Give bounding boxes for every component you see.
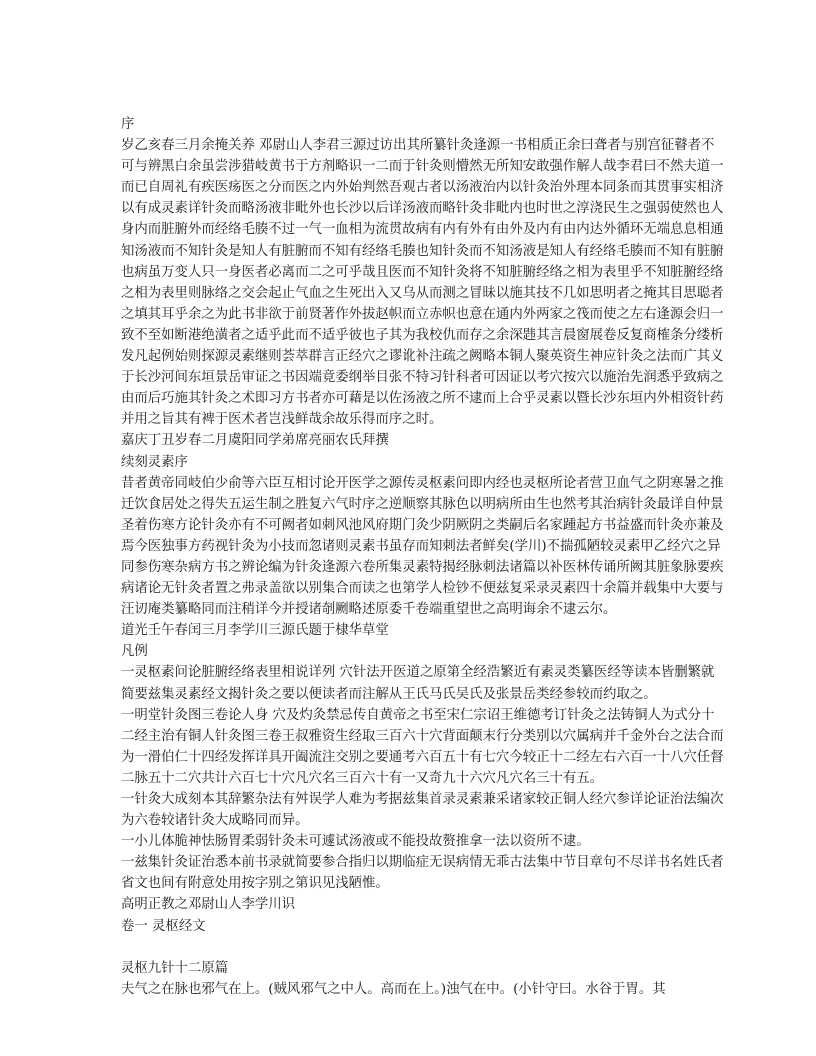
convention-item-3: 一针灸大成刻本其辞繁杂法有舛误学人难为考据兹集首录灵素兼采诸家较正铜人经穴参详论证治法编次为六卷较诸针灸大成略同而异。 (121, 792, 724, 829)
convention-item-4: 一小儿体脆神怯肠胃柔弱针灸未可遽试汤液或不能投故赘推拿一法以资所不逮。 (121, 834, 590, 850)
second-preface-heading: 续刻灵素序 (121, 454, 188, 470)
chapter-heading: 灵枢九针十二原篇 (121, 960, 229, 976)
convention-item-5: 一兹集针灸证治悉本前书录就简要参合指归以期临症无误病情无乖古法集中节目章句不尽详书名姓氏者省文也间有附意处用按字别之第识见浅陋惟。 (121, 855, 724, 892)
convention-item-1: 一灵枢素问论脏腑经络表里相说详列 穴针法开医道之原第全经浩繁近有素灵类纂医经等读本皆删繁就简要兹集灵素经文揭针灸之要以便读者而注解从王氏马氏吴氏及张景岳类经参较而约取之。 (121, 665, 715, 702)
preface-body: 岁乙亥春三月余掩关养 邓尉山人李君三源过访出其所纂针灸逢源一书相质正余曰聋者与别宫征瞽者不可与辨黑白余虽尝涉猎岐黄书于方剂略识一二而于针灸则懵然无所知安敢强作解人哉李君曰不然夫道一而已自周礼有疾医疡医之分而医之内外始判然吾观古者以汤液治内以针灸治外理本同条而其贯事实相济以有成灵素详针灸而略汤液非毗外也长沙以后详汤液而略针灸非毗内也时世之淳浇民生之强弱使然也人身内而脏腑外而经络毛腠不过一气一血相为流贯故病有内有外有由外及内有由内达外循环无端息息相通知汤液而不知针灸是知人有脏腑而不知有经络毛腠也知针灸而不知汤液是知人有经络毛腠而不知有脏腑也病虽万变人只一身医者必离而二之可乎哉且医而不知针灸将不知脏腑经络之相为表里乎不知脏腑经络之相为表里则脉络之交会起止气血之生死出入又乌从而测之冒昧以施其技不几如思明者之掩其目思聪者之填其耳乎余之为此书非欲于前贤著作外拔赵帜而立赤帜也意在通内外两家之筏而使之左右逢源会归一致不至如断港绝潢者之适乎此而不适乎彼也子其为我校仇而存之余深韪其言晨窗展卷反复商榷条分缕析发凡起例始则探源灵素继则荟萃群言正经穴之谬讹补注疏之阙略本铜人聚英资生神应针灸之法而广其义于长沙河间东垣景岳审证之书因端竟委纲举目张不特习针科者可因证以考穴按穴以施治先润悉乎致病之由而后巧施其针灸之术即习方书者亦可藉是以佐汤液之所不逮而上合乎灵素以暨长沙东垣内外相资针药并用之旨其有裨于医术者岂浅鲜哉余故乐得而序之时。 (121, 138, 724, 428)
blank-line (121, 937, 724, 958)
second-preface-signature: 道光壬午春闰三月李学川三源氏题于棣华草堂 (121, 623, 389, 639)
preface-signature: 嘉庆丁丑岁春二月虞阳同学弟席亮丽农氏拜撰 (121, 433, 389, 449)
second-preface-body: 昔者黄帝同岐伯少俞等六臣互相讨论开医学之源传灵枢素问即内经也灵枢所论者营卫血气之阴寒暑之推迁饮食居处之得失五运生制之胜复六气时序之逆顺察其脉色以明病所由生也然考其治病针灸最详自仲景圣着伤寒方论针灸亦有不可阙者如刺风池风府期门灸少阴厥阴之类嗣后名家踵起方书益盛而针灸亦兼及焉今医独事方药视针灸为小技而忽诸则灵素书虽存而知刺法者鲜矣(学川)不揣孤陋较灵素甲乙经穴之异同参伤寒杂病方书之辨论编为针灸逢源六卷所集灵素特揭经脉刺法诸篇以补医林传诵所阙其脏象脉要疾病诸论无针灸者置之弗录盖欲以别集合而读之也第学人检钞不便兹复采录灵素四十余篇并载集中大要与汪讱庵类纂略同而注稍详今并授诸剞劂略述原委千卷端重望世之高明诲余不逮云尔。 (121, 475, 724, 618)
text-column (121, 114, 724, 1000)
conventions-signature: 高明正教之邓尉山人李学川识 (121, 897, 296, 913)
conventions-heading: 凡例 (121, 644, 148, 660)
volume-heading: 卷一 灵枢经文 (121, 918, 206, 934)
chapter-body: 夫气之在脉也邪气在上。(贼风邪气之中人。高而在上。)浊气在中。(小针守曰。水谷于胃。其 (121, 981, 666, 997)
preface-heading: 序 (121, 117, 135, 132)
convention-item-2: 一明堂针灸图三卷论人身 穴及灼灸禁忌传自黄帝之书至宋仁宗诏王维德考订针灸之法铸铜人为式分十二经主治有铜人针灸图三卷王叔雅资生经取三百六十穴背面颠末行分类别以穴属病并千金外台之法合而为一滑伯仁十四经发挥详具开阖流注交别之要通考六百五十有七穴今较正十二经左右六百一十八穴任督二脉五十二穴共计六百七十穴凡穴名三百六十有一又奇九十六穴凡穴名三十有五。 (121, 707, 724, 786)
